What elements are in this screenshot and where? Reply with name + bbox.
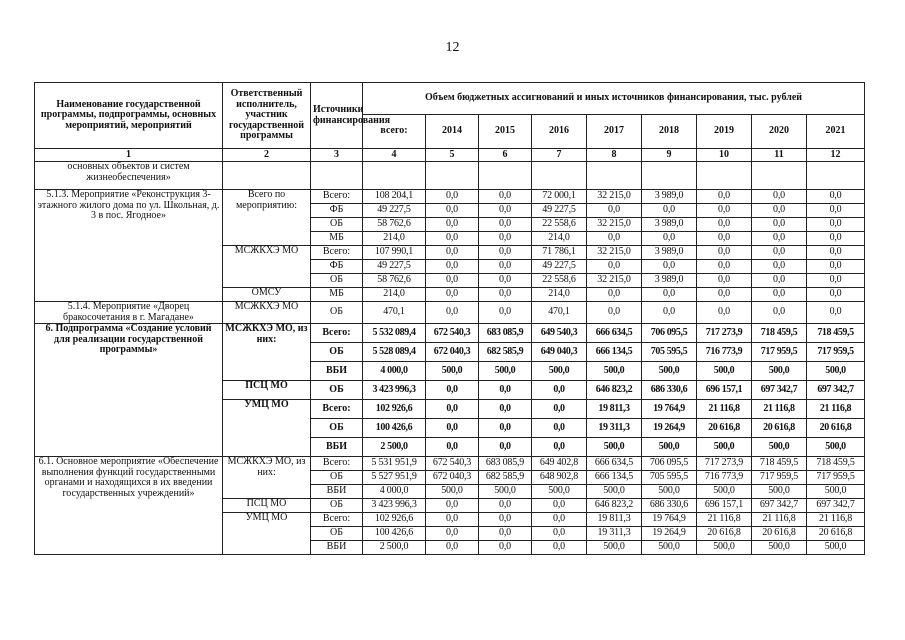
year-value-cell: 19 264,9 bbox=[642, 527, 697, 541]
year-value-cell: 19 311,3 bbox=[587, 419, 642, 438]
table-row bbox=[35, 190, 865, 204]
year-value-cell: 0,0 bbox=[479, 400, 532, 419]
year-value-cell: 0,0 bbox=[532, 541, 587, 555]
total-cell: 102 926,6 bbox=[363, 513, 426, 527]
year-value-cell: 0,0 bbox=[426, 527, 479, 541]
year-value-cell: 0,0 bbox=[642, 288, 697, 302]
year-value-cell: 500,0 bbox=[426, 485, 479, 499]
source-cell: ВБИ bbox=[311, 438, 363, 457]
year-value-cell: 20 616,8 bbox=[807, 419, 865, 438]
year-value-cell: 0,0 bbox=[752, 246, 807, 260]
column-index: 11 bbox=[752, 149, 807, 162]
year-value-cell: 32 215,0 bbox=[587, 190, 642, 204]
year-value-cell: 717 959,5 bbox=[752, 471, 807, 485]
year-value-cell: 717 959,5 bbox=[807, 343, 865, 362]
executor-cell: МСЖКХЭ МО, из них: bbox=[223, 324, 311, 381]
total-cell: 100 426,6 bbox=[363, 419, 426, 438]
year-value-cell: 0,0 bbox=[479, 499, 532, 513]
year-value-cell: 470,1 bbox=[532, 302, 587, 324]
column-index-row bbox=[35, 149, 865, 162]
column-index: 6 bbox=[479, 149, 532, 162]
year-value-cell: 21 116,8 bbox=[752, 400, 807, 419]
year-value-cell: 500,0 bbox=[642, 541, 697, 555]
year-value-cell: 0,0 bbox=[479, 438, 532, 457]
year-value-cell: 649 402,8 bbox=[532, 457, 587, 471]
year-value-cell: 682 585,9 bbox=[479, 471, 532, 485]
year-value-cell: 717 959,5 bbox=[752, 343, 807, 362]
year-value-cell: 0,0 bbox=[697, 302, 752, 324]
year-value-cell: 500,0 bbox=[697, 438, 752, 457]
year-value-cell: 683 085,9 bbox=[479, 457, 532, 471]
year-value-cell: 705 595,5 bbox=[642, 343, 697, 362]
executor-cell: МСЖКХЭ МО, из них: bbox=[223, 457, 311, 499]
year-value-cell: 500,0 bbox=[752, 362, 807, 381]
year-value-cell: 716 773,9 bbox=[697, 471, 752, 485]
year-value-cell: 500,0 bbox=[697, 541, 752, 555]
page-number: 12 bbox=[445, 40, 460, 55]
source-cell: ОБ bbox=[311, 499, 363, 513]
total-cell: 5 528 089,4 bbox=[363, 343, 426, 362]
year-value-cell: 0,0 bbox=[642, 260, 697, 274]
header-source: Источники финансирования bbox=[311, 83, 363, 149]
column-index: 4 bbox=[363, 149, 426, 162]
year-value-cell: 0,0 bbox=[426, 246, 479, 260]
year-value-cell: 0,0 bbox=[587, 288, 642, 302]
year-value-cell: 0,0 bbox=[426, 302, 479, 324]
source-cell: Всего: bbox=[311, 190, 363, 204]
year-value-cell: 0,0 bbox=[479, 274, 532, 288]
year-value-cell: 20 616,8 bbox=[807, 527, 865, 541]
year-value-cell: 32 215,0 bbox=[587, 218, 642, 232]
source-cell: ОБ bbox=[311, 274, 363, 288]
year-value-cell: 0,0 bbox=[807, 232, 865, 246]
header-year: 2019 bbox=[697, 115, 752, 149]
year-value-cell: 0,0 bbox=[479, 541, 532, 555]
year-value-cell: 20 616,8 bbox=[752, 419, 807, 438]
year-value-cell: 19 311,3 bbox=[587, 527, 642, 541]
year-value-cell: 0,0 bbox=[587, 232, 642, 246]
source-cell: ВБИ bbox=[311, 485, 363, 499]
year-value-cell: 0,0 bbox=[426, 499, 479, 513]
year-value-cell: 0,0 bbox=[587, 204, 642, 218]
year-value-cell: 32 215,0 bbox=[587, 274, 642, 288]
year-value-cell: 19 811,3 bbox=[587, 400, 642, 419]
year-value-cell: 21 116,8 bbox=[697, 400, 752, 419]
year-value-cell: 0,0 bbox=[426, 260, 479, 274]
total-cell: 58 762,6 bbox=[363, 218, 426, 232]
year-value-cell: 22 558,6 bbox=[532, 274, 587, 288]
table-row bbox=[35, 324, 865, 343]
total-cell: 4 000,0 bbox=[363, 485, 426, 499]
year-value-cell: 19 764,9 bbox=[642, 400, 697, 419]
year-value-cell: 0,0 bbox=[587, 302, 642, 324]
column-index: 9 bbox=[642, 149, 697, 162]
year-value-cell: 500,0 bbox=[587, 485, 642, 499]
header-year: 2016 bbox=[532, 115, 587, 149]
year-value-cell: 648 902,8 bbox=[532, 471, 587, 485]
source-cell: Всего: bbox=[311, 324, 363, 343]
year-value-cell: 49 227,5 bbox=[532, 204, 587, 218]
year-value-cell: 500,0 bbox=[642, 362, 697, 381]
year-value-cell: 717 959,5 bbox=[807, 471, 865, 485]
year-value-cell: 0,0 bbox=[642, 204, 697, 218]
header-year: 2014 bbox=[426, 115, 479, 149]
year-value-cell: 666 634,5 bbox=[587, 324, 642, 343]
year-value-cell: 672 540,3 bbox=[426, 324, 479, 343]
year-value-cell: 0,0 bbox=[532, 419, 587, 438]
year-value-cell: 3 989,0 bbox=[642, 218, 697, 232]
source-cell: ФБ bbox=[311, 260, 363, 274]
year-value-cell: 646 823,2 bbox=[587, 381, 642, 400]
year-value-cell: 0,0 bbox=[532, 400, 587, 419]
year-value-cell: 0,0 bbox=[426, 288, 479, 302]
year-value-cell: 666 634,5 bbox=[587, 457, 642, 471]
year-value-cell: 0,0 bbox=[752, 232, 807, 246]
year-value-cell: 718 459,5 bbox=[752, 457, 807, 471]
year-value-cell: 19 764,9 bbox=[642, 513, 697, 527]
program-name-cell: 6.1. Основное мероприятие «Обеспечение выполнения функций государственными органами и находящихся в их введении государственных учреждений» bbox=[35, 457, 223, 555]
year-value-cell: 0,0 bbox=[807, 218, 865, 232]
year-value-cell: 0,0 bbox=[426, 419, 479, 438]
year-value-cell: 0,0 bbox=[479, 260, 532, 274]
year-value-cell: 0,0 bbox=[426, 400, 479, 419]
year-value-cell: 0,0 bbox=[532, 438, 587, 457]
year-value-cell: 686 330,6 bbox=[642, 499, 697, 513]
total-cell: 2 500,0 bbox=[363, 541, 426, 555]
year-value-cell: 20 616,8 bbox=[752, 527, 807, 541]
year-value-cell: 717 273,9 bbox=[697, 457, 752, 471]
year-value-cell: 0,0 bbox=[752, 302, 807, 324]
year-value-cell: 0,0 bbox=[752, 288, 807, 302]
year-value-cell: 500,0 bbox=[642, 438, 697, 457]
year-value-cell: 649 540,3 bbox=[532, 324, 587, 343]
year-value-cell: 19 264,9 bbox=[642, 419, 697, 438]
year-value-cell: 0,0 bbox=[426, 232, 479, 246]
year-value-cell: 500,0 bbox=[426, 362, 479, 381]
year-value-cell: 672 040,3 bbox=[426, 343, 479, 362]
year-value-cell: 697 342,7 bbox=[807, 499, 865, 513]
total-cell: 58 762,6 bbox=[363, 274, 426, 288]
source-cell: ОБ bbox=[311, 527, 363, 541]
year-value-cell: 0,0 bbox=[426, 218, 479, 232]
year-value-cell: 0,0 bbox=[426, 541, 479, 555]
source-cell: ОБ bbox=[311, 419, 363, 438]
source-cell: ФБ bbox=[311, 204, 363, 218]
year-value-cell: 500,0 bbox=[807, 485, 865, 499]
year-value-cell: 500,0 bbox=[697, 485, 752, 499]
year-value-cell: 500,0 bbox=[532, 485, 587, 499]
header-volume: Объем бюджетных ассигнований и иных источников финансирования, тыс. рублей bbox=[363, 83, 865, 115]
executor-cell: УМЦ МО bbox=[223, 513, 311, 555]
year-value-cell: 697 342,7 bbox=[752, 499, 807, 513]
year-value-cell: 500,0 bbox=[479, 362, 532, 381]
header-year: 2017 bbox=[587, 115, 642, 149]
year-value-cell: 500,0 bbox=[697, 362, 752, 381]
year-value-cell: 500,0 bbox=[479, 485, 532, 499]
header-year: 2015 bbox=[479, 115, 532, 149]
year-value-cell: 32 215,0 bbox=[587, 246, 642, 260]
program-name-cell: 5.1.4. Мероприятие «Дворец бракосочетания в г. Магадане» bbox=[35, 302, 223, 324]
year-value-cell: 20 616,8 bbox=[697, 419, 752, 438]
total-cell: 49 227,5 bbox=[363, 260, 426, 274]
source-cell: ОБ bbox=[311, 381, 363, 400]
executor-cell: УМЦ МО bbox=[223, 400, 311, 457]
year-value-cell: 0,0 bbox=[426, 513, 479, 527]
source-cell: МБ bbox=[311, 288, 363, 302]
year-value-cell: 500,0 bbox=[752, 438, 807, 457]
year-value-cell: 21 116,8 bbox=[752, 513, 807, 527]
year-value-cell: 0,0 bbox=[587, 260, 642, 274]
year-value-cell: 718 459,5 bbox=[807, 324, 865, 343]
header-year: 2018 bbox=[642, 115, 697, 149]
year-value-cell: 0,0 bbox=[752, 218, 807, 232]
year-value-cell: 0,0 bbox=[479, 419, 532, 438]
year-value-cell: 49 227,5 bbox=[532, 260, 587, 274]
total-cell: 5 532 089,4 bbox=[363, 324, 426, 343]
total-cell: 5 527 951,9 bbox=[363, 471, 426, 485]
year-value-cell: 214,0 bbox=[532, 288, 587, 302]
year-value-cell: 0,0 bbox=[697, 260, 752, 274]
year-value-cell: 0,0 bbox=[807, 246, 865, 260]
year-value-cell: 718 459,5 bbox=[807, 457, 865, 471]
source-cell: Всего: bbox=[311, 246, 363, 260]
executor-cell: Всего по мероприятию: bbox=[223, 190, 311, 246]
total-cell: 49 227,5 bbox=[363, 204, 426, 218]
column-index: 10 bbox=[697, 149, 752, 162]
year-value-cell: 500,0 bbox=[642, 485, 697, 499]
year-value-cell: 697 342,7 bbox=[807, 381, 865, 400]
program-name-cell: 5.1.3. Мероприятие «Реконструкция 3-этажного жилого дома по ул. Школьная, д. 3 в пос. Ягодное» bbox=[35, 190, 223, 302]
year-value-cell: 0,0 bbox=[479, 190, 532, 204]
year-value-cell: 20 616,8 bbox=[697, 527, 752, 541]
year-value-cell: 0,0 bbox=[532, 381, 587, 400]
year-value-cell: 3 989,0 bbox=[642, 246, 697, 260]
year-value-cell: 0,0 bbox=[697, 274, 752, 288]
year-value-cell: 0,0 bbox=[752, 274, 807, 288]
year-value-cell: 672 540,3 bbox=[426, 457, 479, 471]
year-value-cell: 718 459,5 bbox=[752, 324, 807, 343]
header-year: 2020 bbox=[752, 115, 807, 149]
executor-cell: МСЖКХЭ МО bbox=[223, 246, 311, 288]
header-executor: Ответственный исполнитель, участник государственной программы bbox=[223, 83, 311, 149]
year-value-cell: 72 000,1 bbox=[532, 190, 587, 204]
year-value-cell: 0,0 bbox=[697, 204, 752, 218]
year-value-cell: 0,0 bbox=[697, 246, 752, 260]
total-cell: 102 926,6 bbox=[363, 400, 426, 419]
source-cell: ОБ bbox=[311, 218, 363, 232]
total-cell: 214,0 bbox=[363, 288, 426, 302]
continuation-row bbox=[35, 162, 865, 190]
column-index: 5 bbox=[426, 149, 479, 162]
column-index: 3 bbox=[311, 149, 363, 162]
program-name-cell: 6. Подпрограмма «Создание условий для реализации государственной программы» bbox=[35, 324, 223, 457]
year-value-cell: 3 989,0 bbox=[642, 190, 697, 204]
year-value-cell: 0,0 bbox=[479, 288, 532, 302]
year-value-cell: 500,0 bbox=[587, 541, 642, 555]
year-value-cell: 717 273,9 bbox=[697, 324, 752, 343]
year-value-cell: 500,0 bbox=[587, 362, 642, 381]
year-value-cell: 706 095,5 bbox=[642, 324, 697, 343]
column-index: 1 bbox=[35, 149, 223, 162]
year-value-cell: 500,0 bbox=[807, 541, 865, 555]
source-cell: МБ bbox=[311, 232, 363, 246]
year-value-cell: 697 342,7 bbox=[752, 381, 807, 400]
year-value-cell: 0,0 bbox=[697, 218, 752, 232]
source-cell: ВБИ bbox=[311, 362, 363, 381]
year-value-cell: 214,0 bbox=[532, 232, 587, 246]
year-value-cell: 0,0 bbox=[752, 190, 807, 204]
year-value-cell: 686 330,6 bbox=[642, 381, 697, 400]
year-value-cell: 0,0 bbox=[479, 218, 532, 232]
year-value-cell: 0,0 bbox=[752, 260, 807, 274]
year-value-cell: 0,0 bbox=[426, 204, 479, 218]
total-cell: 107 990,1 bbox=[363, 246, 426, 260]
source-cell: ОБ bbox=[311, 343, 363, 362]
year-value-cell: 0,0 bbox=[807, 204, 865, 218]
year-value-cell: 0,0 bbox=[479, 513, 532, 527]
total-cell: 108 204,1 bbox=[363, 190, 426, 204]
column-index: 8 bbox=[587, 149, 642, 162]
year-value-cell: 649 040,3 bbox=[532, 343, 587, 362]
table-row bbox=[35, 457, 865, 471]
year-value-cell: 666 134,5 bbox=[587, 343, 642, 362]
column-index: 12 bbox=[807, 149, 865, 162]
year-value-cell: 0,0 bbox=[479, 527, 532, 541]
year-value-cell: 21 116,8 bbox=[807, 513, 865, 527]
year-value-cell: 0,0 bbox=[532, 499, 587, 513]
budget-table bbox=[34, 82, 865, 555]
source-cell: Всего: bbox=[311, 400, 363, 419]
executor-cell: ПСЦ МО bbox=[223, 381, 311, 400]
total-cell: 100 426,6 bbox=[363, 527, 426, 541]
column-index: 7 bbox=[532, 149, 587, 162]
year-value-cell: 0,0 bbox=[697, 190, 752, 204]
year-value-cell: 696 157,1 bbox=[697, 381, 752, 400]
year-value-cell: 696 157,1 bbox=[697, 499, 752, 513]
total-cell: 4 000,0 bbox=[363, 362, 426, 381]
year-value-cell: 21 116,8 bbox=[807, 400, 865, 419]
source-cell: ОБ bbox=[311, 302, 363, 324]
year-value-cell: 500,0 bbox=[752, 485, 807, 499]
total-cell: 3 423 996,3 bbox=[363, 381, 426, 400]
year-value-cell: 19 811,3 bbox=[587, 513, 642, 527]
year-value-cell: 500,0 bbox=[532, 362, 587, 381]
year-value-cell: 646 823,2 bbox=[587, 499, 642, 513]
year-value-cell: 666 134,5 bbox=[587, 471, 642, 485]
total-cell: 470,1 bbox=[363, 302, 426, 324]
year-value-cell: 500,0 bbox=[807, 438, 865, 457]
year-value-cell: 0,0 bbox=[807, 190, 865, 204]
header-name: Наименование государственной программы, подпрограммы, основных мероприятий, мероприятий bbox=[35, 83, 223, 149]
year-value-cell: 3 989,0 bbox=[642, 274, 697, 288]
source-cell: Всего: bbox=[311, 513, 363, 527]
year-value-cell: 0,0 bbox=[807, 260, 865, 274]
executor-cell: МСЖКХЭ МО bbox=[223, 302, 311, 324]
table-row bbox=[35, 302, 865, 324]
year-value-cell: 71 786,1 bbox=[532, 246, 587, 260]
year-value-cell: 0,0 bbox=[479, 204, 532, 218]
year-value-cell: 22 558,6 bbox=[532, 218, 587, 232]
year-value-cell: 716 773,9 bbox=[697, 343, 752, 362]
header-year: 2021 bbox=[807, 115, 865, 149]
year-value-cell: 0,0 bbox=[479, 302, 532, 324]
year-value-cell: 500,0 bbox=[587, 438, 642, 457]
year-value-cell: 21 116,8 bbox=[697, 513, 752, 527]
year-value-cell: 0,0 bbox=[479, 246, 532, 260]
year-value-cell: 0,0 bbox=[807, 288, 865, 302]
year-value-cell: 0,0 bbox=[426, 274, 479, 288]
year-value-cell: 0,0 bbox=[532, 513, 587, 527]
year-value-cell: 682 585,9 bbox=[479, 343, 532, 362]
source-cell: Всего: bbox=[311, 457, 363, 471]
source-cell: ВБИ bbox=[311, 541, 363, 555]
continuation-text: основных объектов и систем жизнеобеспечения» bbox=[35, 162, 223, 190]
year-value-cell: 0,0 bbox=[642, 232, 697, 246]
year-value-cell: 0,0 bbox=[479, 381, 532, 400]
source-cell: ОБ bbox=[311, 471, 363, 485]
year-value-cell: 0,0 bbox=[697, 288, 752, 302]
header-total: всего: bbox=[363, 115, 426, 149]
year-value-cell: 0,0 bbox=[642, 302, 697, 324]
total-cell: 3 423 996,3 bbox=[363, 499, 426, 513]
total-cell: 5 531 951,9 bbox=[363, 457, 426, 471]
year-value-cell: 683 085,9 bbox=[479, 324, 532, 343]
year-value-cell: 500,0 bbox=[752, 541, 807, 555]
year-value-cell: 672 040,3 bbox=[426, 471, 479, 485]
year-value-cell: 0,0 bbox=[426, 190, 479, 204]
year-value-cell: 706 095,5 bbox=[642, 457, 697, 471]
year-value-cell: 500,0 bbox=[807, 362, 865, 381]
total-cell: 2 500,0 bbox=[363, 438, 426, 457]
year-value-cell: 0,0 bbox=[426, 381, 479, 400]
year-value-cell: 0,0 bbox=[807, 302, 865, 324]
total-cell: 214,0 bbox=[363, 232, 426, 246]
year-value-cell: 705 595,5 bbox=[642, 471, 697, 485]
year-value-cell: 0,0 bbox=[807, 274, 865, 288]
year-value-cell: 0,0 bbox=[752, 204, 807, 218]
year-value-cell: 0,0 bbox=[479, 232, 532, 246]
executor-cell: ОМСУ bbox=[223, 288, 311, 302]
year-value-cell: 0,0 bbox=[532, 527, 587, 541]
year-value-cell: 0,0 bbox=[697, 232, 752, 246]
executor-cell: ПСЦ МО bbox=[223, 499, 311, 513]
year-value-cell: 0,0 bbox=[426, 438, 479, 457]
column-index: 2 bbox=[223, 149, 311, 162]
